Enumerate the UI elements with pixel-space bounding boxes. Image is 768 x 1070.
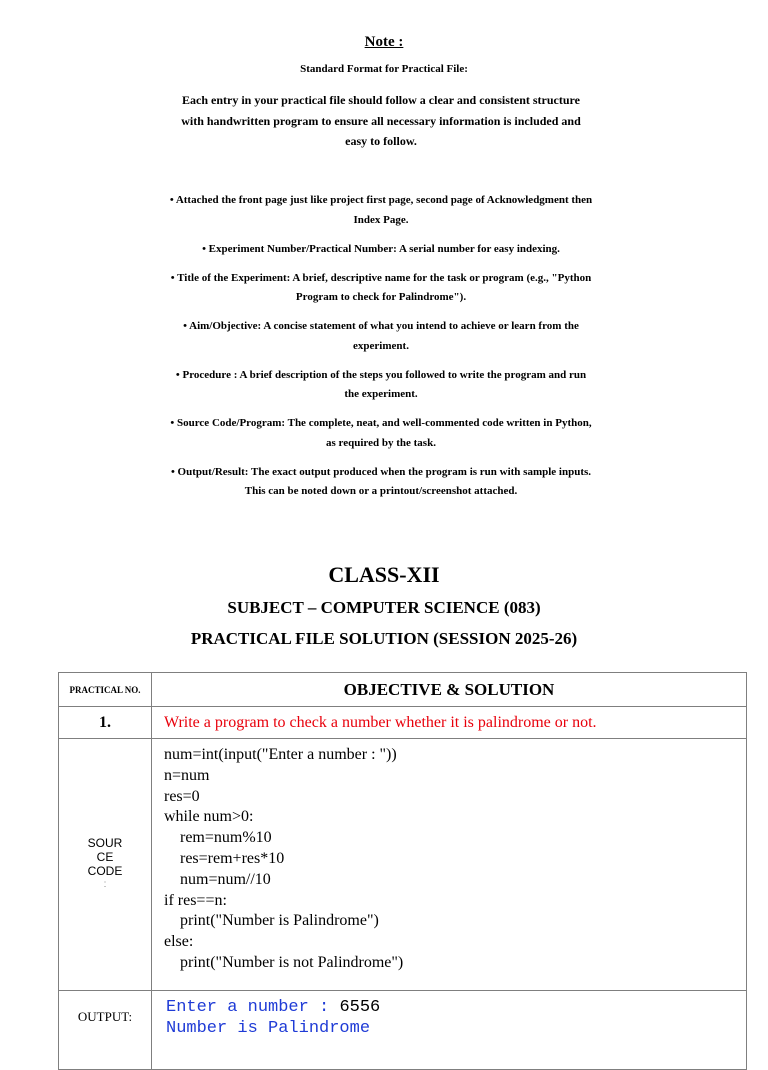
output-label: OUTPUT: [59,990,152,1069]
practical-number: 1. [59,707,152,739]
note-bullet-list [168,191,594,511]
source-code-block [152,739,747,991]
note-paragraph: Each entry in your practical file should follow a clear and consistent structure with handwritten program to ensure all necessary information is included and easy to follow. [181,93,581,148]
code-line: n=num [164,766,210,784]
output-block [152,990,747,1069]
code-line: print("Number is not Palindrome") [164,953,404,971]
source-code-label [59,739,152,991]
objective-solution-header: OBJECTIVE & SOLUTION [152,673,747,707]
bullet-item: • Aim/Objective: A concise statement of what you intend to achieve or learn from the experiment. [183,320,579,352]
code-line: num=num//10 [164,870,271,888]
practical-no-header: PRACTICAL NO. [59,673,152,707]
code-line: if res==n: [164,891,227,909]
question-row [59,707,747,739]
note-subtitle: Standard Format for Practical File: [300,63,468,75]
output-value: 6556 [339,997,381,1017]
source-code-row [59,739,747,991]
code-line: print("Number is Palindrome") [164,912,379,930]
table-header-row [59,673,747,707]
source-label-line: CE [96,850,114,865]
source-label-colon: : [103,879,107,891]
code-line: res=0 [164,787,200,805]
bullet-item: • Procedure : A brief description of the steps you followed to write the program and run the experiment. [175,368,587,400]
code-line: while num>0: [164,808,254,826]
source-label-line: SOUR [87,836,123,851]
bullet-item: • Experiment Number/Practical Number: A serial number for easy indexing. [202,242,560,255]
subject-heading: SUBJECT – COMPUTER SCIENCE (083) [227,598,541,617]
source-label-line: CODE [87,864,123,879]
question-text: Write a program to check a number whether it is palindrome or not. [152,707,747,739]
code-line: num=int(input("Enter a number : ")) [164,746,397,763]
code-line: rem=num%10 [164,829,272,847]
bullet-item: • Output/Result: The exact output produced when the program is run with sample inputs. This can be noted down or a printout/screenshot attached. [170,465,592,497]
output-result: Number is Palindrome [166,1018,371,1038]
output-prompt: Enter a number : [166,997,340,1017]
bullet-item: • Source Code/Program: The complete, neat, and well-commented code written in Python, as required by the task. [170,417,592,449]
session-heading: PRACTICAL FILE SOLUTION (SESSION 2025-26) [190,629,578,648]
code-line: res=rem+res*10 [164,849,285,867]
output-row [59,990,747,1069]
bullet-item: • Title of the Experiment: A brief, descriptive name for the task or program (e.g., "Python Program to check for Palindrome"). [170,271,592,303]
output-line-input [166,997,746,1018]
note-title: Note : [364,34,404,50]
code-line: else: [164,933,194,951]
solution-table [58,672,747,1070]
class-title: CLASS-XII [328,562,440,587]
bullet-item: • Attached the front page just like project first page, second page of Acknowledgment then Index Page. [169,194,593,226]
